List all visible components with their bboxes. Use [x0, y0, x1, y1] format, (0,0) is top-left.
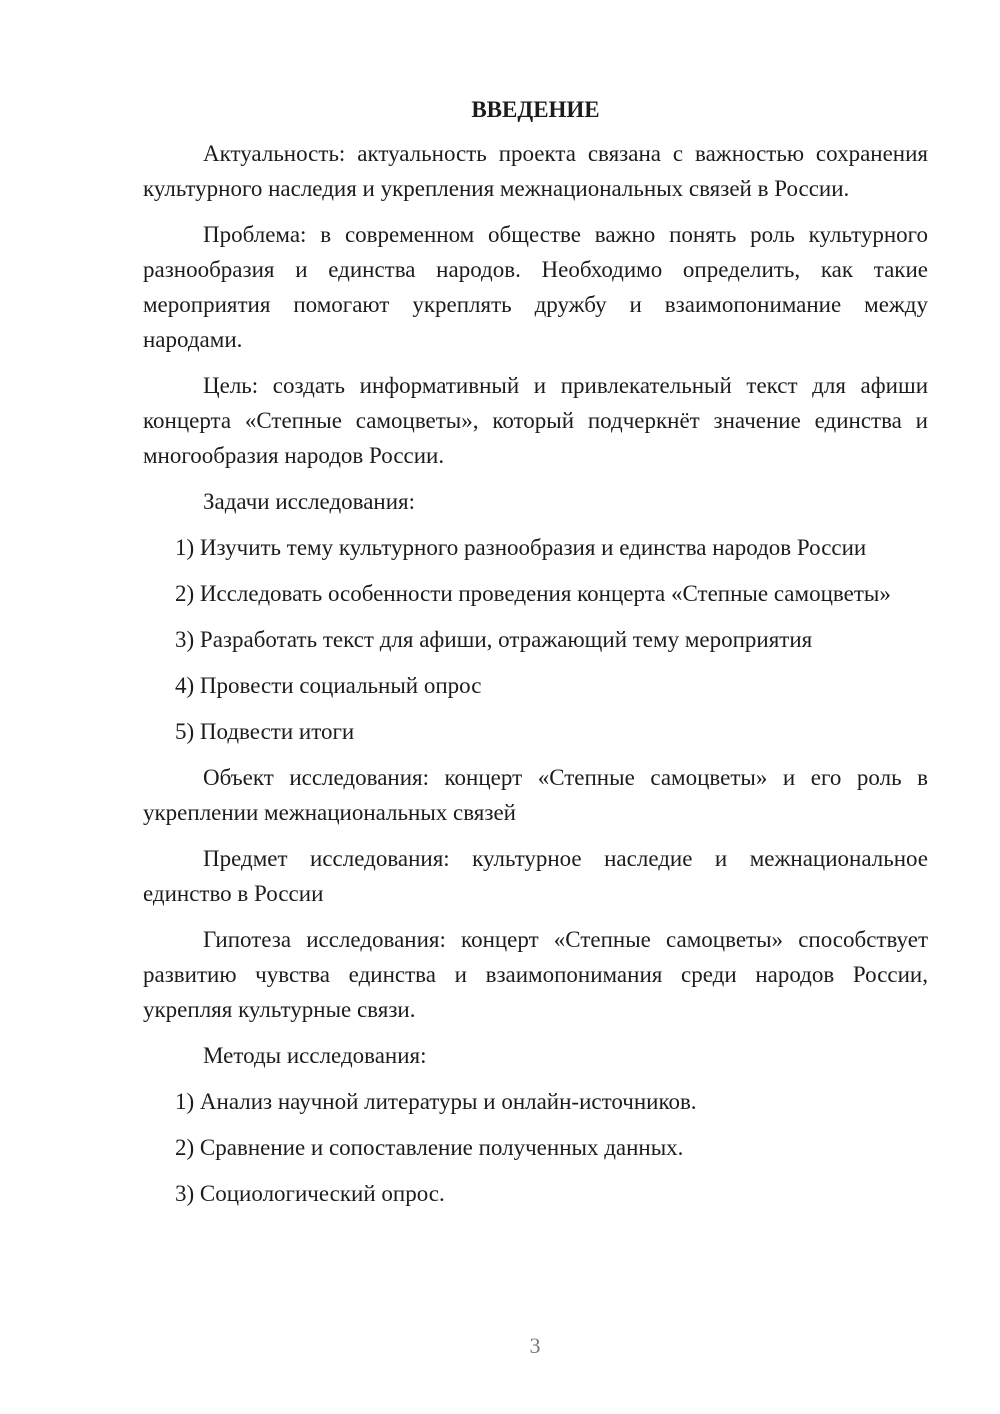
section-title: ВВЕДЕНИЕ: [471, 97, 600, 122]
subject-paragraph: Предмет исследования: культурное наследие и межнациональное единство в России: [143, 846, 928, 906]
object-paragraph: Объект исследования: концерт «Степные самоцветы» и его роль в укреплении межнациональных связей: [143, 765, 928, 825]
task-item-2: 2) Исследовать особенности проведения концерта «Степные самоцветы»: [175, 581, 891, 606]
task-item-4: 4) Провести социальный опрос: [175, 673, 482, 698]
relevance-paragraph: Актуальность: актуальность проекта связана с важностью сохранения культурного наследия и укрепления межнациональных связей в России.: [143, 141, 928, 201]
method-item-1: 1) Анализ научной литературы и онлайн-источников.: [175, 1089, 697, 1114]
method-item-2: 2) Сравнение и сопоставление полученных данных.: [175, 1135, 684, 1160]
page-content: [143, 96, 928, 1222]
page-number: 3: [529, 1333, 541, 1358]
method-item-3: 3) Социологический опрос.: [175, 1181, 445, 1206]
task-item-1: 1) Изучить тему культурного разнообразия и единства народов России: [175, 535, 867, 560]
methods-heading: Методы исследования:: [203, 1043, 427, 1068]
task-item-3: 3) Разработать текст для афиши, отражающий тему мероприятия: [175, 627, 813, 652]
tasks-heading: Задачи исследования:: [203, 489, 416, 514]
goal-paragraph: Цель: создать информативный и привлекательный текст для афиши концерта «Степные самоцветы», который подчеркнёт значение единства и многообразия народов России.: [143, 373, 928, 468]
problem-paragraph: Проблема: в современном обществе важно понять роль культурного разнообразия и единства народов. Необходимо определить, как такие мероприятия помогают укреплять дружбу и взаимопонимание между народами.: [143, 222, 928, 352]
task-item-5: 5) Подвести итоги: [175, 719, 355, 744]
hypothesis-paragraph: Гипотеза исследования: концерт «Степные самоцветы» способствует развитию чувства единства и взаимопонимания среди народов России, укрепляя культурные связи.: [143, 927, 928, 1022]
